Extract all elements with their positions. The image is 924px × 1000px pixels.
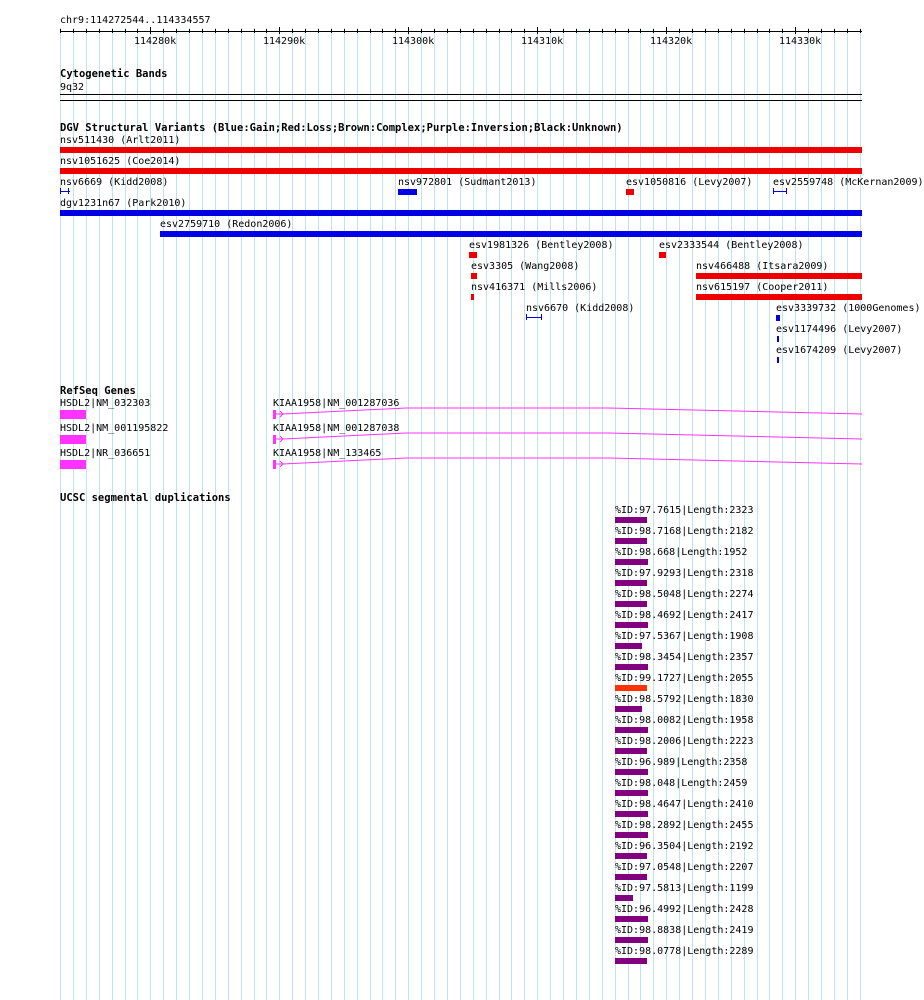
ruler-tick [718,29,719,33]
segdup-label: %ID:98.3454|Length:2357 [615,652,754,663]
segdup-bar[interactable] [615,769,648,775]
dgv-feature-bar[interactable] [526,317,542,318]
dgv-feature-label: dgv1231n67 (Park2010) [60,198,187,209]
dgv-feature-bar[interactable] [471,294,474,300]
dgv-feature-bar[interactable] [471,273,477,279]
ruler-tick [640,29,641,33]
gene-exon[interactable] [60,410,86,419]
cytoband-label: 9q32 [60,82,85,93]
dgv-feature-bar[interactable] [777,336,779,342]
ruler-tick [782,29,783,33]
segdup-bar[interactable] [615,622,648,628]
ruler-tick [241,29,242,33]
segdup-bar[interactable] [615,601,647,607]
ruler-tick-label-0: 114280k [134,36,177,47]
ruler-location: chr9:114272544..114334557 [60,15,211,26]
ruler-tick [744,29,745,33]
ruler-tick [112,29,113,33]
segdup-label: %ID:98.048|Length:2459 [615,778,748,789]
gene-label: KIAA1958|NM_133465 [273,448,382,459]
ruler-tick [473,29,474,33]
cytoband-track-title: Cytogenetic Bands [60,68,168,80]
dgv-feature-bar[interactable] [696,273,862,279]
ruler-tick [408,27,409,34]
segdup-track-title: UCSC segmental duplications [60,492,231,504]
bar-end [786,188,787,194]
gene-exon[interactable] [60,435,86,444]
ruler-axis [60,31,862,32]
gene-label: HSDL2|NM_001195822 [60,423,169,434]
dgv-feature-bar[interactable] [696,294,862,300]
ruler-tick [86,29,87,33]
ruler-tick [511,29,512,33]
ruler-tick [73,29,74,33]
bar-end [541,314,542,320]
ruler-tick [576,29,577,33]
ruler-tick [834,29,835,33]
segdup-label: %ID:98.4647|Length:2410 [615,799,754,810]
segdup-bar[interactable] [615,685,647,691]
ruler-tick [460,29,461,33]
dgv-feature-bar[interactable] [160,231,862,237]
dgv-feature-label: esv1174496 (Levy2007) [776,324,903,335]
segdup-bar[interactable] [615,937,648,943]
ruler-tick [254,29,255,33]
dgv-feature-label: esv1674209 (Levy2007) [776,345,903,356]
ruler-tick [331,29,332,33]
ruler-tick [357,29,358,33]
dgv-feature-bar[interactable] [60,210,862,216]
bar-end [773,188,774,194]
segdup-label: %ID:98.5792|Length:1830 [615,694,754,705]
ruler-tick [318,29,319,33]
segdup-bar[interactable] [615,748,647,754]
gene-label: HSDL2|NM_032303 [60,398,151,409]
ruler-tick [421,29,422,33]
dgv-feature-label: nsv972801 (Sudmant2013) [398,177,537,188]
segdup-label: %ID:98.668|Length:1952 [615,547,748,558]
refseq-track-title: RefSeq Genes [60,385,136,397]
ruler-tick [202,29,203,33]
ruler-tick [589,29,590,33]
ruler-tick [628,29,629,33]
ruler-tick [176,29,177,33]
dgv-feature-bar[interactable] [626,189,634,195]
dgv-feature-label: esv3339732 (1000Genomes) [776,303,921,314]
segdup-bar[interactable] [615,727,648,733]
ruler-tick [370,29,371,33]
ruler-tick [795,27,796,34]
ruler-tick [99,29,100,33]
dgv-feature-bar[interactable] [776,315,780,321]
ruler-tick [653,29,654,33]
cytoband-line-bottom [60,100,862,101]
segdup-bar[interactable] [615,958,647,964]
segdup-label: %ID:98.8838|Length:2419 [615,925,754,936]
ruler-tick [344,29,345,33]
dgv-feature-label: esv1981326 (Bentley2008) [469,240,614,251]
segdup-label: %ID:97.7615|Length:2323 [615,505,754,516]
segdup-bar[interactable] [615,580,647,586]
ruler-tick [537,27,538,34]
ruler-tick [150,27,151,34]
ruler-tick [292,29,293,33]
ruler-tick [163,29,164,33]
ruler-tick [860,29,861,33]
ruler-tick-label-3: 114310k [521,36,564,47]
segdup-bar[interactable] [615,895,633,901]
ruler-tick [731,29,732,33]
dgv-feature-label: nsv6669 (Kidd2008) [60,177,169,188]
segdup-label: %ID:98.0082|Length:1958 [615,715,754,726]
dgv-feature-label: nsv511430 (Arlt2011) [60,135,181,146]
segdup-label: %ID:96.3504|Length:2192 [615,841,754,852]
segdup-bar[interactable] [615,538,647,544]
ruler-tick-label-2: 114300k [392,36,435,47]
gene-label: HSDL2|NR_036651 [60,448,151,459]
segdup-bar[interactable] [615,832,648,838]
dgv-feature-label: nsv416371 (Mills2006) [471,282,598,293]
segdup-label: %ID:98.0778|Length:2289 [615,946,754,957]
dgv-feature-bar[interactable] [60,168,862,174]
dgv-feature-bar[interactable] [659,252,666,258]
segdup-label: %ID:98.2006|Length:2223 [615,736,754,747]
segdup-bar[interactable] [615,517,647,523]
ruler-tick [279,27,280,34]
dgv-feature-label: nsv615197 (Cooper2011) [696,282,829,293]
segdup-bar[interactable] [615,811,648,817]
ruler-tick [125,29,126,33]
segdup-bar[interactable] [615,706,642,712]
ruler-tick [486,29,487,33]
cytoband-line-top [60,94,862,95]
segdup-label: %ID:99.1727|Length:2055 [615,673,754,684]
segdup-label: %ID:98.5048|Length:2274 [615,589,754,600]
dgv-feature-label: esv2759710 (Redon2006) [160,219,293,230]
segdup-label: %ID:96.989|Length:2358 [615,757,748,768]
ruler-tick [189,29,190,33]
ruler-tick [305,29,306,33]
segdup-bar[interactable] [615,559,648,565]
dgv-feature-bar[interactable] [60,147,862,153]
dgv-track-title: DGV Structural Variants (Blue:Gain;Red:Loss;Brown:Complex;Purple:Inversion;Black:Unknown) [60,122,623,134]
ruler-tick [692,29,693,33]
ruler-tick [563,29,564,33]
dgv-feature-bar[interactable] [773,191,787,192]
ruler-tick [524,29,525,33]
dgv-feature-bar[interactable] [777,357,779,363]
segdup-label: %ID:98.7168|Length:2182 [615,526,754,537]
dgv-feature-label: nsv466488 (Itsara2009) [696,261,829,272]
dgv-feature-bar[interactable] [398,189,417,195]
ruler-tick [808,29,809,33]
bar-end [526,314,527,320]
ruler-tick [228,29,229,33]
ruler-tick [679,29,680,33]
dgv-feature-bar[interactable] [469,252,477,258]
segdup-label: %ID:97.9293|Length:2318 [615,568,754,579]
ruler-tick [550,29,551,33]
segdup-bar[interactable] [615,853,647,859]
ruler-tick [757,29,758,33]
ruler-tick [447,29,448,33]
ruler-tick-label-1: 114290k [263,36,306,47]
segdup-bar[interactable] [615,643,642,649]
ruler-tick [137,29,138,33]
ruler-tick [769,29,770,33]
dgv-feature-label: esv3305 (Wang2008) [471,261,580,272]
segdup-bar[interactable] [615,790,648,796]
gene-label: KIAA1958|NM_001287038 [273,423,400,434]
segdup-bar[interactable] [615,916,648,922]
segdup-label: %ID:97.5813|Length:1199 [615,883,754,894]
ruler-tick [215,29,216,33]
dgv-feature-label: nsv6670 (Kidd2008) [526,303,635,314]
segdup-label: %ID:97.0548|Length:2207 [615,862,754,873]
segdup-label: %ID:98.2892|Length:2455 [615,820,754,831]
ruler-tick-label-5: 114330k [779,36,822,47]
ruler-tick [266,29,267,33]
ruler-tick [615,29,616,33]
gene-label: KIAA1958|NM_001287036 [273,398,400,409]
ruler-tick [60,29,61,33]
segdup-label: %ID:96.4992|Length:2428 [615,904,754,915]
segdup-label: %ID:97.5367|Length:1908 [615,631,754,642]
dgv-feature-label: nsv1051625 (Coe2014) [60,156,181,167]
segdup-bar[interactable] [615,874,647,880]
ruler-tick [434,29,435,33]
ruler-tick [847,29,848,33]
ruler-tick [666,27,667,34]
ruler-tick [705,29,706,33]
bar-end [68,188,69,194]
dgv-feature-label: esv2333544 (Bentley2008) [659,240,804,251]
dgv-feature-label: esv2559748 (McKernan2009) [773,177,924,188]
ruler-tick [499,29,500,33]
dgv-feature-label: esv1050816 (Levy2007) [626,177,753,188]
ruler-tick-label-4: 114320k [650,36,693,47]
gene-exon[interactable] [60,460,86,469]
ruler-tick [602,29,603,33]
segdup-bar[interactable] [615,664,648,670]
ruler-tick [395,29,396,33]
ruler-tick [382,29,383,33]
ruler-tick [821,29,822,33]
segdup-label: %ID:98.4692|Length:2417 [615,610,754,621]
bar-end [60,188,61,194]
